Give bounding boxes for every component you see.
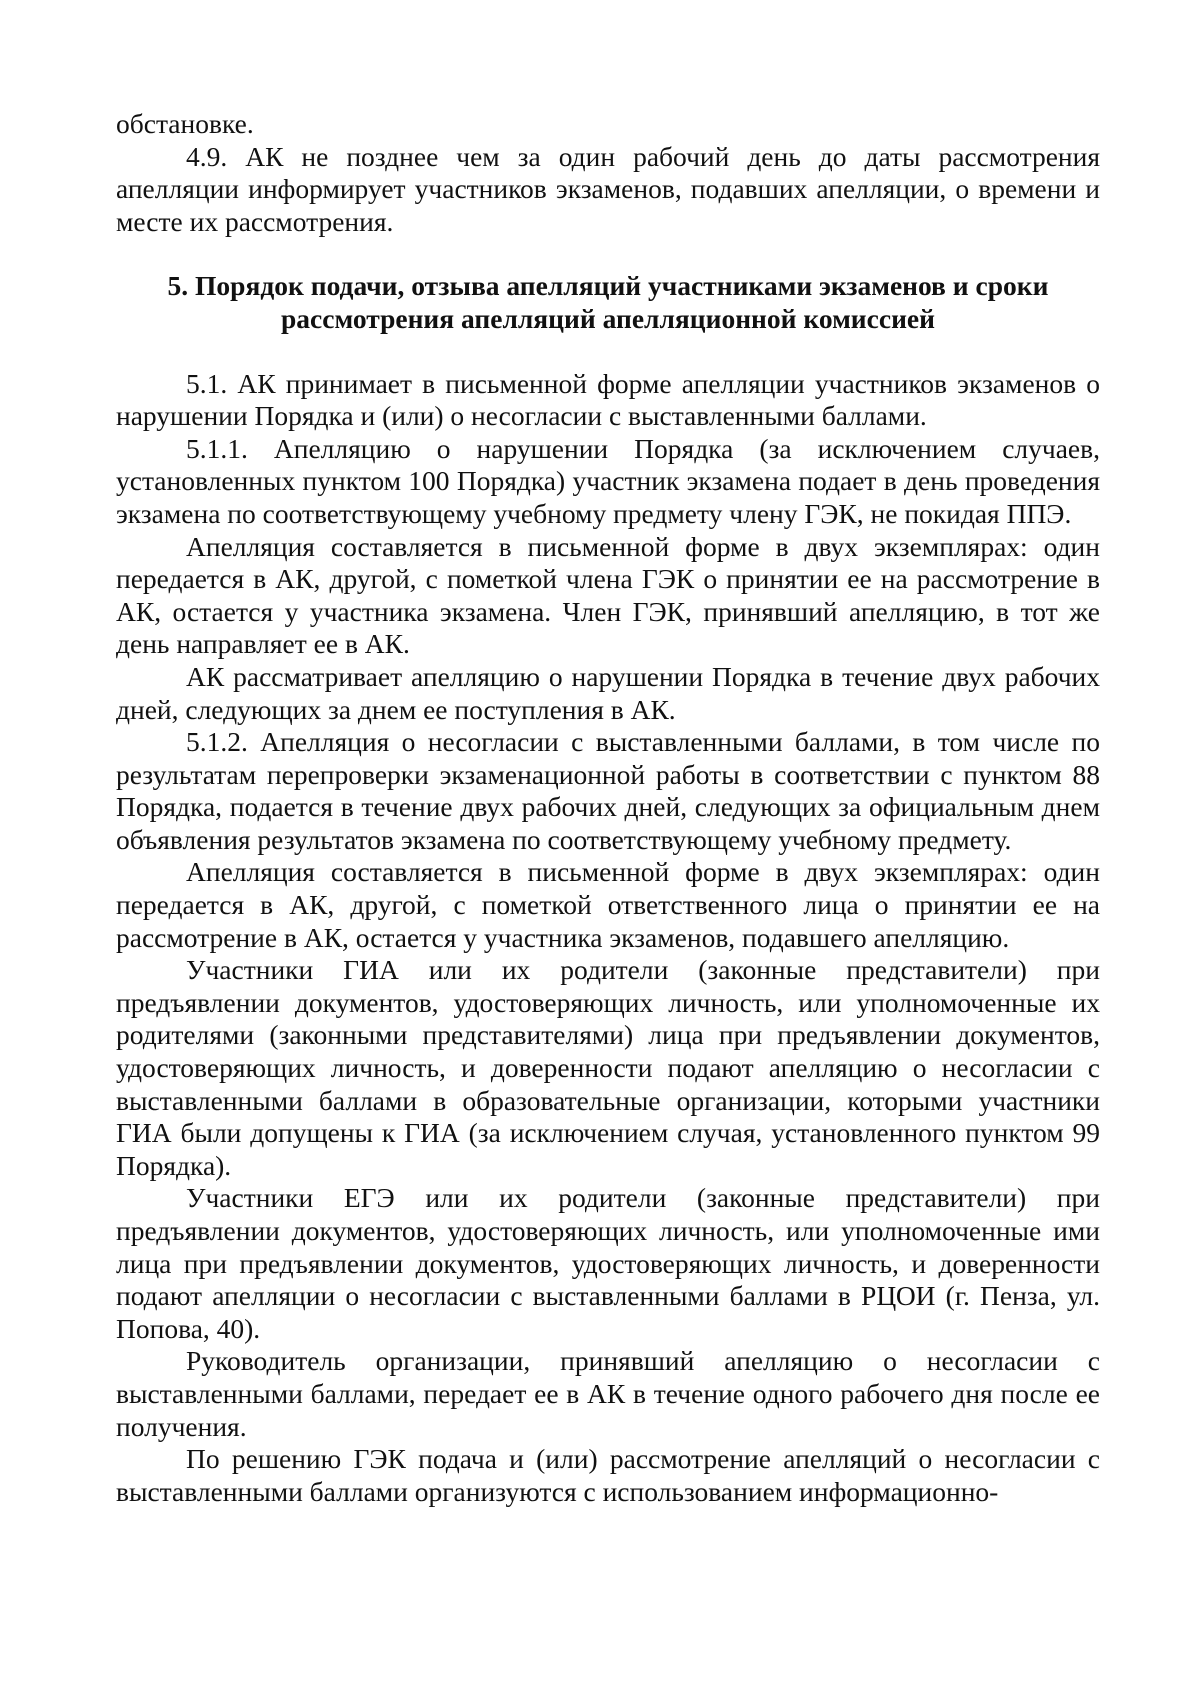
paragraph-appeal-copies-responsible: Апелляция составляется в письменной форме в двух экземплярах: один передается в АК, другой, с пометкой ответственного лица о принятии ее на рассмотрение в АК, остается у участника экзаменов, подавшего апелляцию.	[116, 856, 1100, 953]
paragraph-appeal-copies-gek: Апелляция составляется в письменной форме в двух экземплярах: один передается в АК, другой, с пометкой члена ГЭК о принятии ее на рассмотрение в АК, остается у участника экзамена. Член ГЭК, принявший апелляцию, в тот же день направляет ее в АК.	[116, 530, 1100, 660]
paragraph-5-1-2: 5.1.2. Апелляция о несогласии с выставленными баллами, в том числе по результатам перепроверки экзаменационной работы в соответствии с пунктом 88 Порядка, подается в течение двух рабочих дней, следующих за официальным днем объявления результатов экзамена по соответствующему учебному предмету.	[116, 726, 1100, 855]
paragraph-ege-participants: Участники ЕГЭ или их родители (законные представители) при предъявлении документов, удостоверяющих личность, или уполномоченные ими лица при предъявлении документов, удостоверяющих личность, и доверенности подают апелляции о несогласии с выставленными баллами в РЦОИ (г. Пенза, ул. Попова, 40).	[116, 1182, 1100, 1344]
paragraph-continuation: обстановке.	[116, 108, 254, 139]
paragraph-5-1: 5.1. АК принимает в письменной форме апелляции участников экзаменов о нарушении Порядка и (или) о несогласии с выставленными баллами.	[116, 367, 1100, 432]
paragraph-gek-decision: По решению ГЭК подача и (или) рассмотрение апелляций о несогласии с выставленными баллами организуются с использованием информационно-	[116, 1443, 1100, 1507]
section-5-heading: 5. Порядок подачи, отзыва апелляций участниками экзаменов и сроки рассмотрения апелляций апелляционной комиссией	[167, 270, 1049, 334]
paragraph-head-of-organization: Руководитель организации, принявший апелляцию о несогласии с выставленными баллами, передает ее в АК в течение одного рабочего дня после ее получения.	[116, 1345, 1100, 1442]
paragraph-ak-review-term: АК рассматривает апелляцию о нарушении Порядка в течение двух рабочих дней, следующих за днем ее поступления в АК.	[116, 660, 1100, 725]
spacer	[116, 336, 1100, 368]
document-body	[116, 108, 1100, 1508]
paragraph-gia-participants: Участники ГИА или их родители (законные представители) при предъявлении документов, удостоверяющих личность, или уполномоченные их родителями (законными представителями) лица при предъявлении документов, удостоверяющих личность, и доверенности подают апелляцию о несогласии с выставленными баллами в образовательные организации, которыми участники ГИА были допущены к ГИА (за исключением случая, установленного пунктом 99 Порядка).	[116, 954, 1100, 1181]
paragraph-4-9: 4.9. АК не позднее чем за один рабочий день до даты рассмотрения апелляции информирует участников экзаменов, подавших апелляции, о времени и месте их рассмотрения.	[116, 140, 1100, 237]
paragraph-5-1-1: 5.1.1. Апелляцию о нарушении Порядка (за исключением случаев, установленных пунктом 100 Порядка) участник экзамена подает в день проведения экзамена по соответствующему учебному предмету члену ГЭК, не покидая ППЭ.	[116, 432, 1100, 529]
spacer	[116, 238, 1100, 270]
